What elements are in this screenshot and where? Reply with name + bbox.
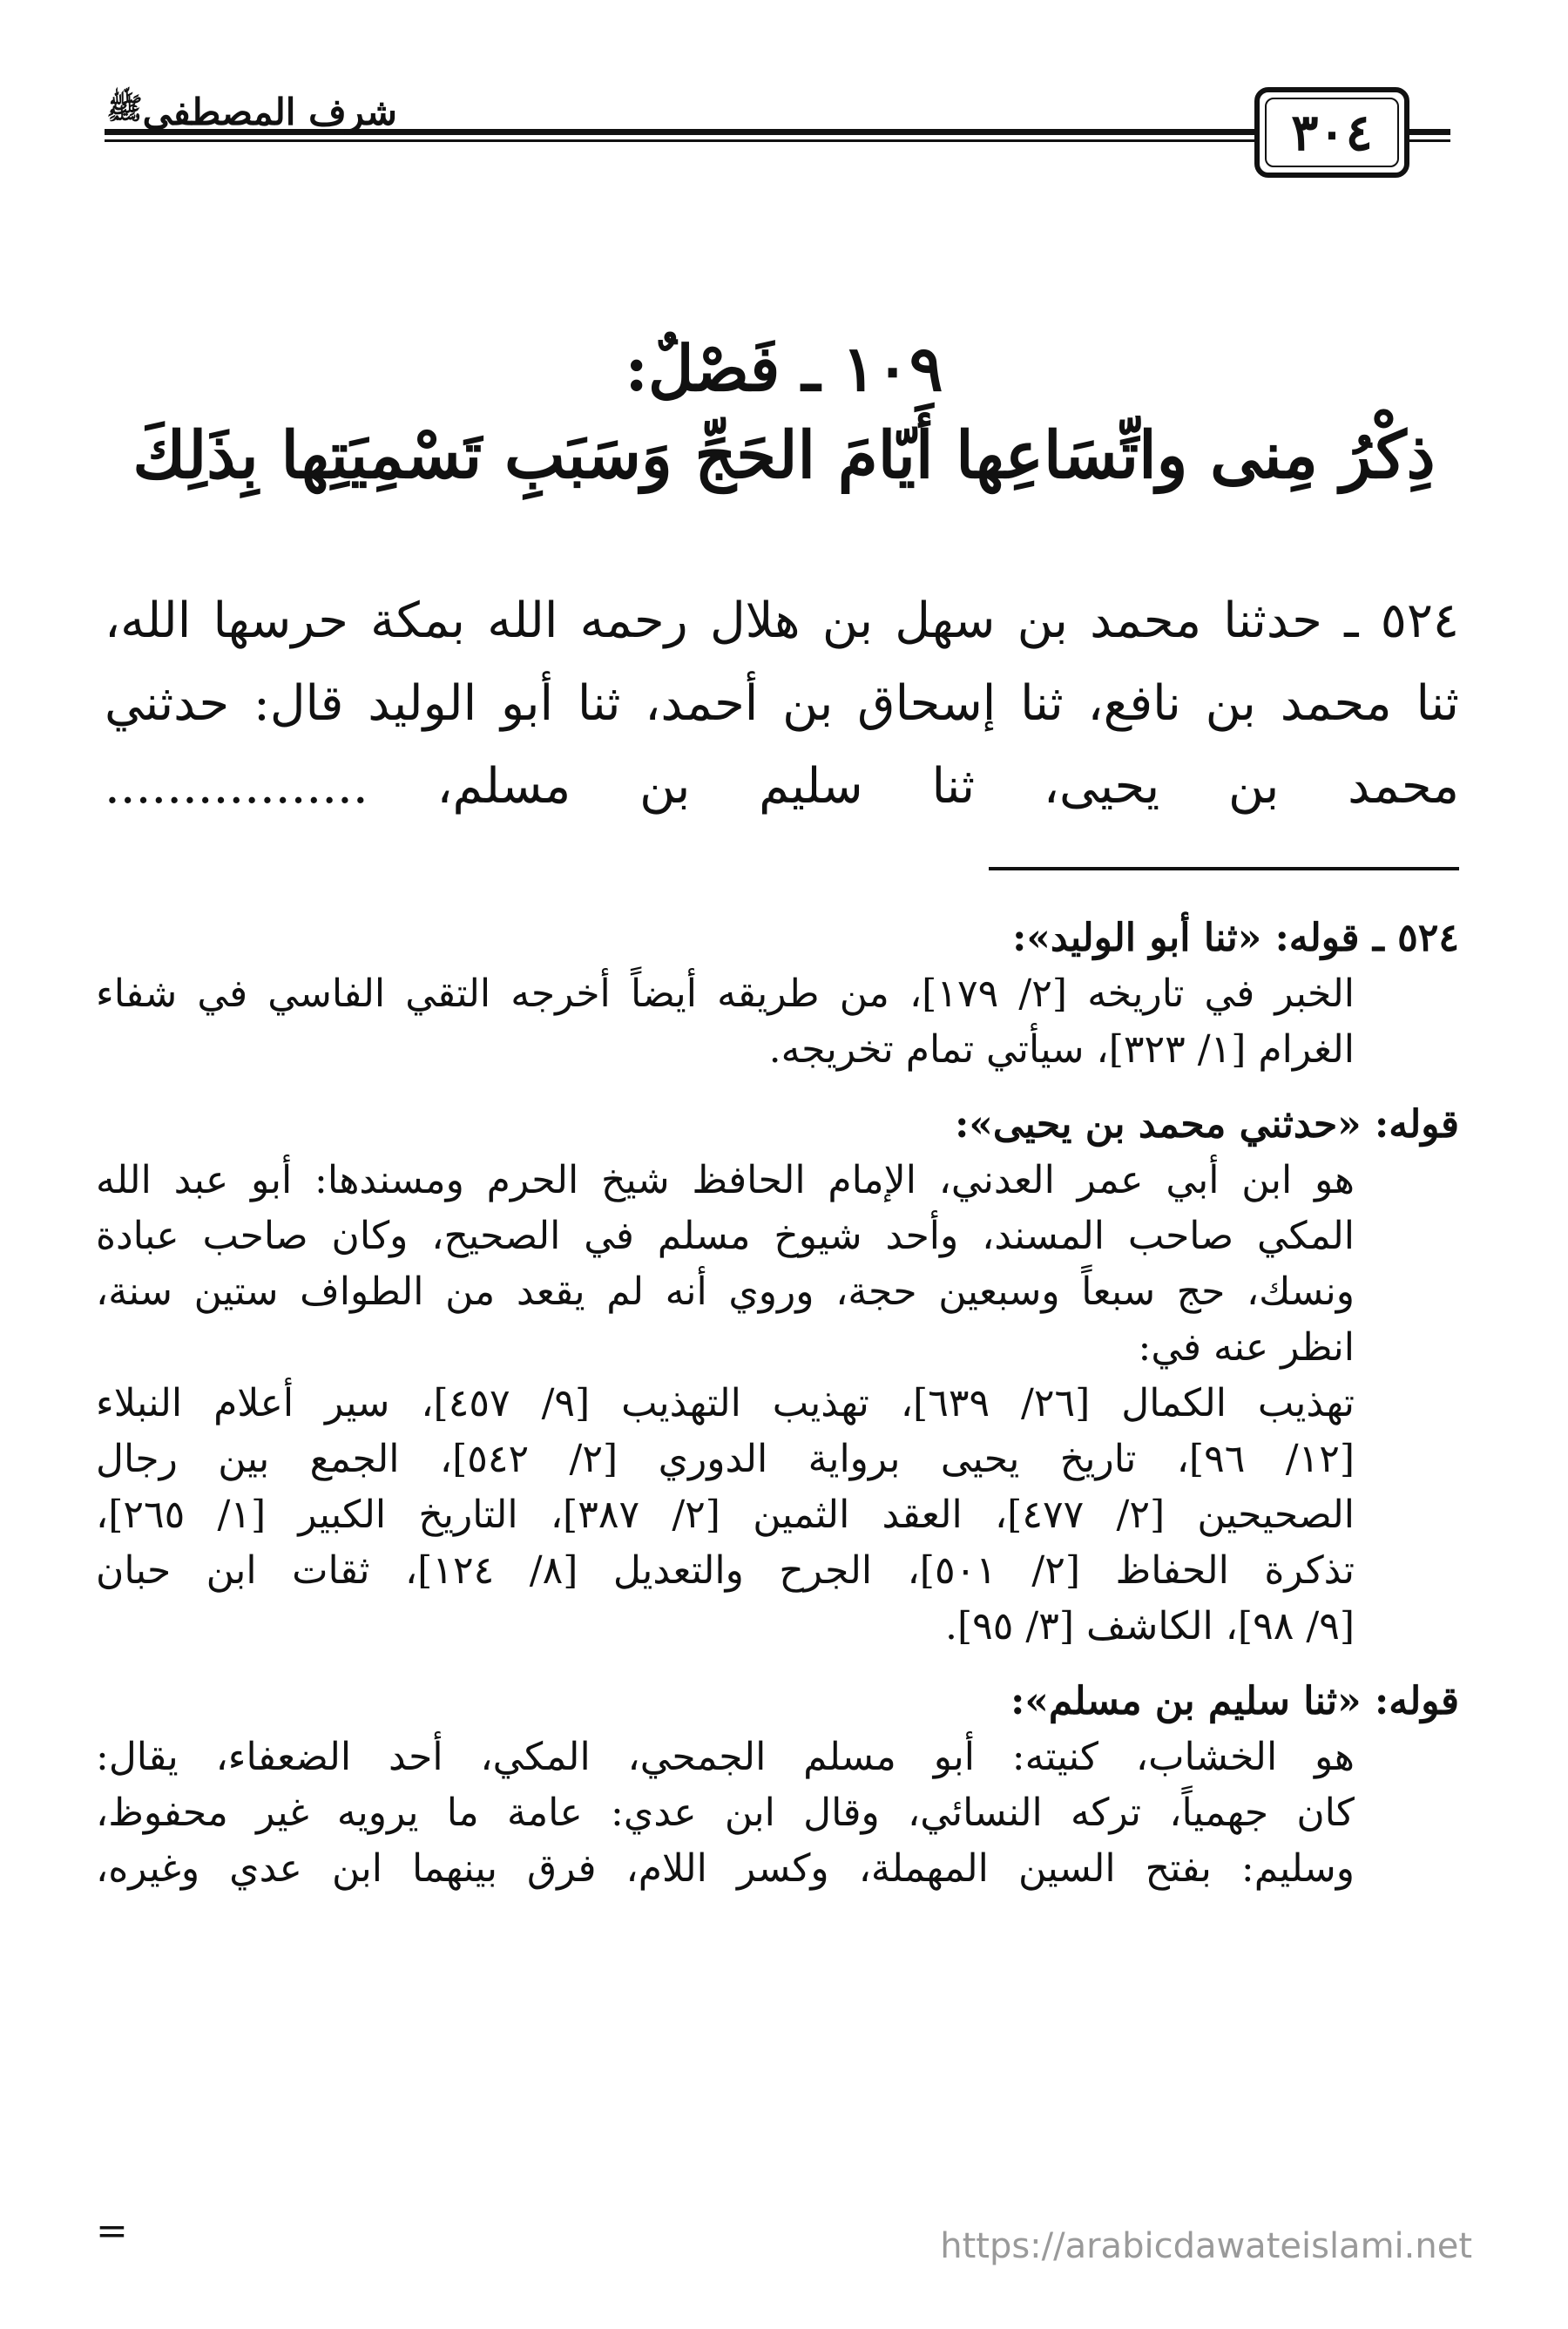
footnote-line: هو الخشاب، كنيته: أبو مسلم الجمحي، المكي، أحد الضعفاء، يقال: bbox=[96, 1735, 1355, 1779]
salawat-glyph: ﷺ bbox=[106, 91, 143, 126]
footnote-line: المكي صاحب المسند، وأحد شيوخ مسلم في الصحيح، وكان صاحب عبادة bbox=[96, 1214, 1355, 1258]
footnote-head: قوله: «ثنا سليم بن مسلم»: bbox=[1010, 1679, 1459, 1723]
page-number-box bbox=[1254, 87, 1409, 178]
page-number: ٣٠٤ bbox=[1265, 98, 1399, 167]
footnote-line: تهذيب الكمال [٢٦/ ٦٣٩]، تهذيب التهذيب [٩/ ٤٥٧]، سير أعلام النبلاء bbox=[96, 1381, 1355, 1425]
footnote-body bbox=[96, 966, 1459, 1078]
footnote-head: قوله: «حدثني محمد بن يحيى»: bbox=[955, 1102, 1459, 1147]
footnote-line: ونسك، حج سبعاً وسبعين حجة، وروي أنه لم يقعد من الطواف ستين سنة، bbox=[96, 1269, 1355, 1314]
footnote-line: الغرام [١/ ٣٢٣]، سيأتي تمام تخريجه. bbox=[768, 1027, 1355, 1072]
footnote-line: الصحيحين [٢/ ٤٧٧]، العقد الثمين [٢/ ٣٨٧]، التاريخ الكبير [١/ ٢٦٥]، bbox=[96, 1493, 1355, 1537]
main-text bbox=[105, 579, 1459, 828]
footnote-line: تذكرة الحفاظ [٢/ ٥٠١]، الجرح والتعديل [٨/ ١٢٤]، ثقات ابن حبان bbox=[96, 1548, 1355, 1593]
footnote-head: ٥٢٤ ـ قوله: «ثنا أبو الوليد»: bbox=[1012, 916, 1459, 960]
footnote-line: [١٢/ ٩٦]، تاريخ يحيى برواية الدوري [٢/ ٥٤٢]، الجمع بين رجال bbox=[96, 1437, 1355, 1481]
footnote-body bbox=[96, 1730, 1459, 1897]
footnote bbox=[96, 1097, 1459, 1655]
footnote-body bbox=[96, 1153, 1459, 1655]
continuation-mark: = bbox=[96, 2209, 128, 2253]
main-text-line-text: محمد بن يحيى، ثنا سليم بن مسلم، bbox=[436, 758, 1459, 815]
ellipsis-dots: ................. bbox=[105, 758, 368, 815]
footnote bbox=[96, 911, 1459, 1078]
running-title-text: شرف المصطفى bbox=[142, 90, 397, 133]
chapter-number: ١٠٩ ـ فَصْلٌ: bbox=[625, 331, 943, 405]
main-text-line: ثنا محمد بن نافع، ثنا إسحاق بن أحمد، ثنا أبو الوليد قال: حدثني bbox=[105, 675, 1459, 732]
source-watermark: https://arabicdawateislami.net bbox=[940, 2226, 1472, 2266]
footnote-line: كان جهمياً، تركه النسائي، وقال ابن عدي: عامة ما يرويه غير محفوظ، bbox=[96, 1791, 1355, 1835]
footnote-line: وسليم: بفتح السين المهملة، وكسر اللام، فرق بينهما ابن عدي وغيره، bbox=[96, 1846, 1355, 1891]
footnote bbox=[96, 1674, 1459, 1897]
footnote-line: الخبر في تاريخه [٢/ ١٧٩]، من طريقه أيضاً أخرجه التقي الفاسي في شفاء bbox=[96, 972, 1355, 1016]
footnote-line: انظر عنه في: bbox=[1138, 1325, 1355, 1370]
footnote-line: [٩/ ٩٨]، الكاشف [٣/ ٩٥]. bbox=[944, 1604, 1355, 1649]
footnote-line: هو ابن أبي عمر العدني، الإمام الحافظ شيخ الحرم ومسندها: أبو عبد الله bbox=[96, 1158, 1355, 1202]
main-text-line bbox=[105, 745, 1459, 828]
footnote-separator bbox=[989, 867, 1459, 870]
main-text-line: ٥٢٤ ـ حدثنا محمد بن سهل بن هلال رحمه الله بمكة حرسها الله، bbox=[105, 592, 1459, 649]
running-title bbox=[84, 85, 397, 138]
chapter-title: ذِكْرُ مِنى واتِّسَاعِها أَيّامَ الحَجِّ وَسَبَبِ تَسْمِيَتِها بِذَلِكَ bbox=[132, 418, 1436, 493]
footnotes bbox=[96, 911, 1459, 1916]
